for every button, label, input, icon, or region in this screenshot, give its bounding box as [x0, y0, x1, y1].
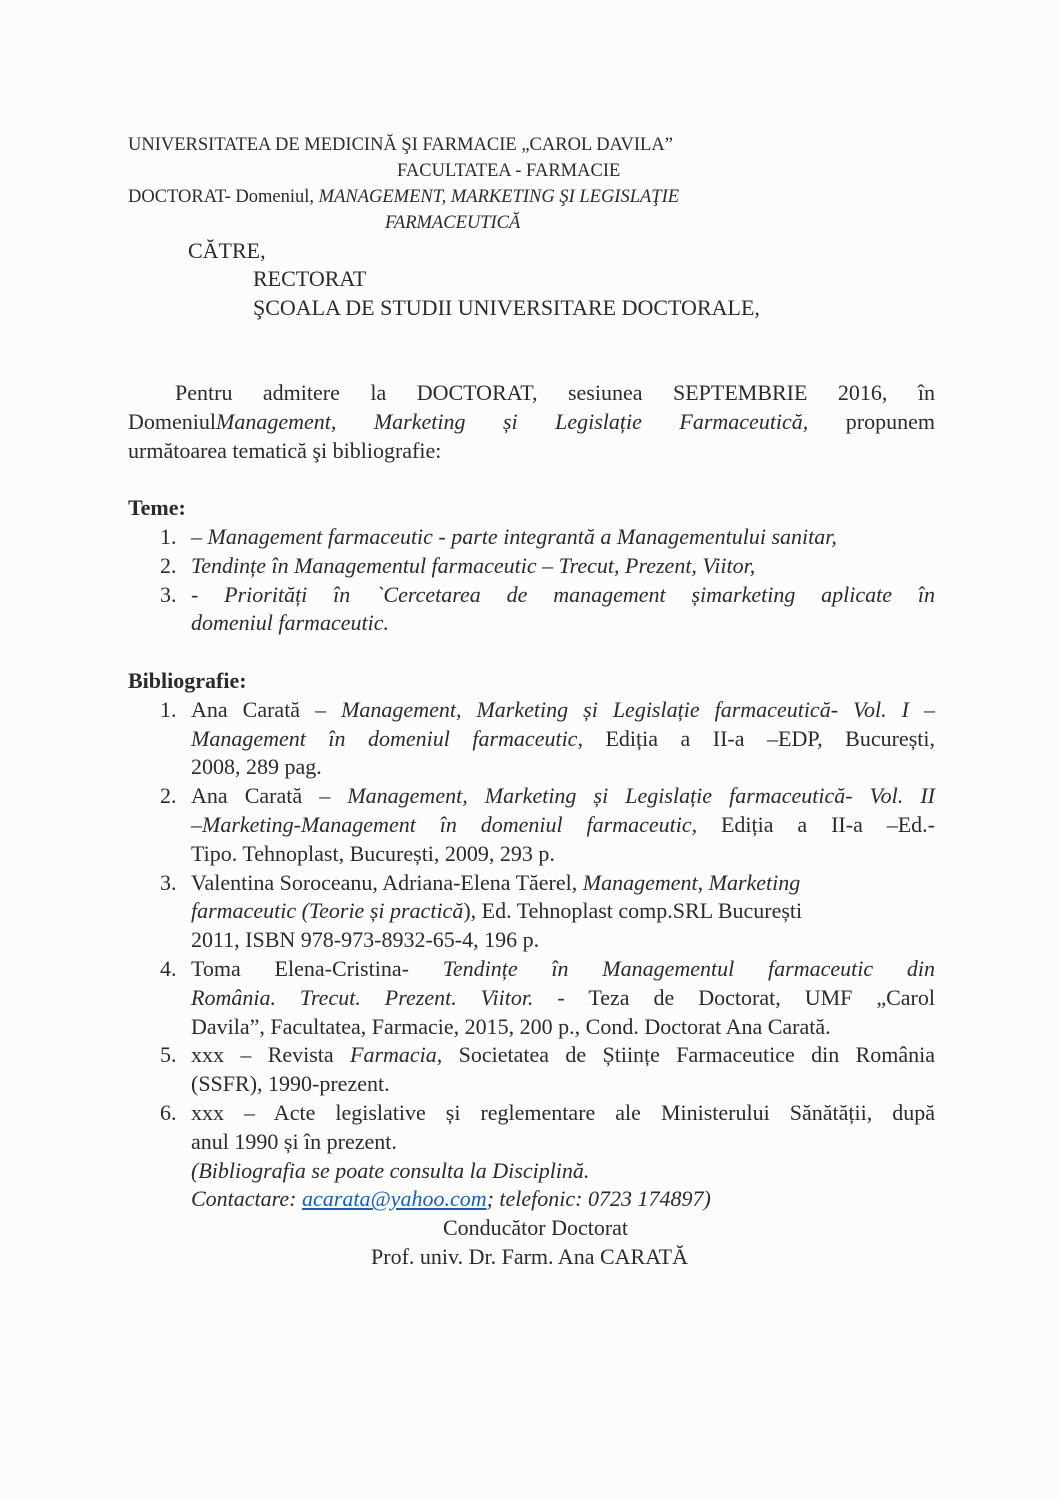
text-segment: - Teza de Doctorat, UMF „Carol [533, 984, 935, 1010]
intro-line [128, 379, 935, 408]
text-segment: Tendințe în Managementul farmaceutic – Trecut, Prezent, Viitor, [191, 552, 756, 578]
item-number: 3. [160, 869, 177, 895]
item-number: 6. [160, 1099, 177, 1125]
signature-name: Prof. univ. Dr. Farm. Ana CARATĂ [371, 1244, 688, 1269]
teme-item-line [191, 609, 935, 638]
text-segment: anul 1990 și în prezent. [191, 1128, 397, 1154]
text-segment: Davila”, Facultatea, Farmacie, 2015, 200 p., Cond. Doctorat Ana Carată. [191, 1013, 831, 1039]
text-segment: Contactare: [191, 1186, 302, 1212]
doctoral-domain [128, 184, 679, 210]
note-line [191, 1185, 935, 1214]
item-number: 3. [160, 581, 177, 607]
blank-line [128, 465, 935, 494]
text-segment: Management, Marketing și Legislație farmaceutică- Vol. II [347, 783, 936, 809]
text-segment: farmaceutic (Teorie și practică [191, 898, 464, 924]
addressee-rectorat: RECTORAT [253, 266, 367, 291]
text-segment: ), Ed. Tehnoplast comp.SRL București [463, 898, 803, 924]
text-segment: propunem [808, 408, 936, 434]
bibliografie-item-line [191, 926, 935, 955]
text-segment: xxx – Revista [191, 1042, 351, 1068]
text-segment: - Priorități în `Cercetarea de management șimarketing aplicate în [191, 581, 935, 607]
bibliografie-item-line [191, 1013, 935, 1042]
text-segment: – Management farmaceutic - parte integrantă a Managementului sanitar, [191, 523, 837, 549]
text-segment: Valentina Soroceanu, Adriana-Elena Tăerel, [191, 869, 583, 895]
intro-line [128, 437, 935, 466]
faculty-name: FACULTATEA - FARMACIE [397, 161, 621, 181]
text-segment: România. Trecut. Prezent. Viitor. [191, 984, 534, 1010]
doctorat-prefix: DOCTORAT- Domeniul, [128, 187, 319, 207]
item-number: 2. [160, 783, 177, 809]
bibliografie-item-line [160, 696, 935, 725]
note-line [191, 1157, 935, 1186]
text-segment: Tendințe în Managementul farmaceutic din [442, 955, 935, 981]
domain-line-2: FARMACEUTICĂ [385, 213, 521, 233]
text-segment: Ediția a II-a –EDP, București, [582, 725, 935, 751]
text-segment: Tipo. Tehnoplast, București, 2009, 293 p. [191, 840, 555, 866]
bibliografie-item-line [191, 984, 935, 1013]
text-segment: Management, Marketing și Legislație Farmaceutică, [216, 408, 809, 434]
text-segment: Ana Carată – [191, 696, 342, 722]
item-number: 5. [160, 1042, 177, 1068]
blank-line [128, 638, 935, 667]
addressee-school: ŞCOALA DE STUDII UNIVERSITARE DOCTORALE, [253, 295, 760, 320]
text-segment: 2008, 289 pag. [191, 754, 322, 780]
text-segment: –Marketing-Management în domeniul farmaceutic, [191, 811, 698, 837]
bibliografie-item-line [160, 955, 935, 984]
bibliografie-item-line [191, 1070, 935, 1099]
domain-line-1: MANAGEMENT, MARKETING ŞI LEGISLAŢIE [318, 187, 680, 207]
bibliografie-item-line [160, 1041, 935, 1070]
text-segment: Management, Marketing [582, 869, 801, 895]
item-number: 2. [160, 552, 177, 578]
teme-item-line [160, 523, 935, 552]
intro-line [128, 408, 935, 437]
item-number: 4. [160, 955, 177, 981]
bibliografie-item-line [160, 782, 936, 811]
text-segment: , Societatea de Științe Farmaceutice din România [436, 1042, 935, 1068]
bibliografie-item-line [160, 869, 935, 898]
bibliografie-item-line [191, 1128, 935, 1157]
bibliografie-item-line [191, 897, 935, 926]
bibliografie-item-line [160, 1099, 935, 1128]
university-name: UNIVERSITATEA DE MEDICINĂ ŞI FARMACIE „CAROL DAVILA” [128, 135, 673, 155]
bibliografie-item-line [191, 753, 935, 782]
text-segment: 2011, ISBN 978-973-8932-65-4, 196 p. [191, 927, 540, 953]
bibliografie-item-line [191, 725, 935, 754]
text-segment: Domeniul [128, 408, 216, 434]
bibliografie-heading: Bibliografie: [128, 667, 247, 693]
text-segment: Management, Marketing și Legislație farmaceutică- Vol. I – [341, 696, 935, 722]
teme-item-line [160, 552, 935, 581]
item-number: 1. [160, 696, 177, 722]
addressee-label: CĂTRE, [188, 238, 266, 263]
signature-role: Conducător Doctorat [442, 1215, 629, 1240]
text-segment: (Bibliografia se poate consulta la Disciplină. [191, 1157, 590, 1183]
text-segment: ; telefonic: 0723 174897) [486, 1186, 711, 1212]
text-segment: Pentru admitere la DOCTORAT, sesiunea SEPTEMBRIE 2016, în [175, 380, 935, 405]
text-segment: Management în domeniul farmaceutic, [191, 725, 583, 751]
text-segment: Ana Carată – [191, 783, 348, 809]
teme-item-line [160, 581, 935, 610]
text-segment: xxx – Acte legislative și reglementare ale Ministerului Sănătății, după [191, 1099, 935, 1125]
text-segment: Farmacia [350, 1042, 437, 1068]
text-segment: (SSFR), 1990-prezent. [191, 1071, 390, 1097]
email-link[interactable]: acarata@yahoo.com [302, 1186, 487, 1212]
item-number: 1. [160, 523, 177, 549]
bibliografie-item-line [191, 840, 935, 869]
bibliografie-item-line [191, 811, 935, 840]
teme-heading: Teme: [128, 495, 186, 521]
text-segment: Toma Elena-Cristina- [191, 955, 443, 981]
text-segment: următoarea tematică şi bibliografie: [128, 437, 442, 463]
document-body [128, 379, 935, 1214]
text-segment: domeniul farmaceutic. [191, 610, 389, 636]
text-segment: Ediția a II-a –Ed.- [697, 811, 935, 837]
